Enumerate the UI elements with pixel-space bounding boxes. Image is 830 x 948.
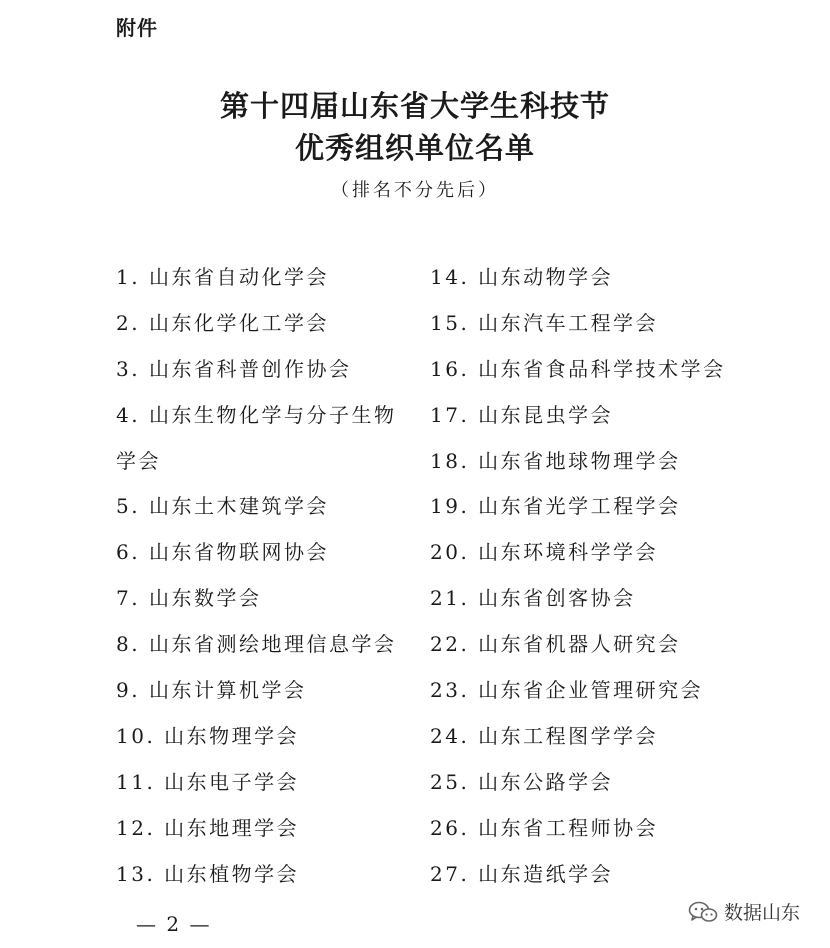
list-item: 8. 山东省测绘地理信息学会: [116, 632, 397, 657]
list-item: 4. 山东生物化学与分子生物: [116, 402, 397, 427]
watermark-text: 数据山东: [724, 902, 801, 924]
list-item: 19. 山东省光学工程学会: [430, 494, 681, 519]
list-item: 11. 山东电子学会: [116, 769, 300, 794]
list-item: 2. 山东化学化工学会: [116, 310, 329, 335]
list-item: 3. 山东省科普创作协会: [116, 356, 352, 381]
document-title-line1: 第十四届山东省大学生科技节: [219, 89, 610, 123]
wechat-icon: [688, 900, 718, 924]
list-item: 13. 山东植物学会: [116, 861, 300, 886]
list-column-right: [430, 259, 730, 901]
list-item: 1. 山东省自动化学会: [116, 265, 329, 289]
list-item: 16. 山东省食品科学技术学会: [430, 356, 726, 381]
document-title-line2: 优秀组织单位名单: [294, 131, 535, 165]
page-number: — 2 —: [136, 912, 212, 936]
document-subtitle: （排名不分先后）: [331, 180, 499, 201]
list-item: 23. 山东省企业管理研究会: [430, 678, 704, 703]
list-item: 22. 山东省机器人研究会: [430, 632, 681, 657]
list-item: 27. 山东造纸学会: [430, 861, 614, 886]
list-item: 10. 山东物理学会: [116, 723, 300, 748]
list-item: 12. 山东地理学会: [116, 815, 300, 840]
list-item: 24. 山东工程图学学会: [430, 723, 659, 748]
list-item-continuation: 学会: [116, 448, 161, 473]
list-item: 25. 山东公路学会: [430, 769, 614, 794]
list-item: 26. 山东省工程师协会: [430, 815, 659, 840]
list-item: 5. 山东土木建筑学会: [116, 494, 329, 519]
list-item: 15. 山东汽车工程学会: [430, 310, 659, 335]
list-item: 21. 山东省创客协会: [430, 586, 636, 611]
list-item: 9. 山东计算机学会: [116, 678, 307, 703]
watermark: [688, 898, 800, 925]
list-item: 18. 山东省地球物理学会: [430, 448, 681, 473]
attachment-label: 附件: [116, 16, 158, 40]
list-item: 20. 山东环境科学学会: [430, 540, 659, 565]
list-item: 7. 山东数学会: [116, 586, 262, 611]
list-item: 6. 山东省物联网协会: [116, 540, 329, 565]
list-item: 17. 山东昆虫学会: [430, 402, 614, 427]
list-column-left: [116, 259, 416, 901]
list-item: 14. 山东动物学会: [430, 265, 614, 289]
